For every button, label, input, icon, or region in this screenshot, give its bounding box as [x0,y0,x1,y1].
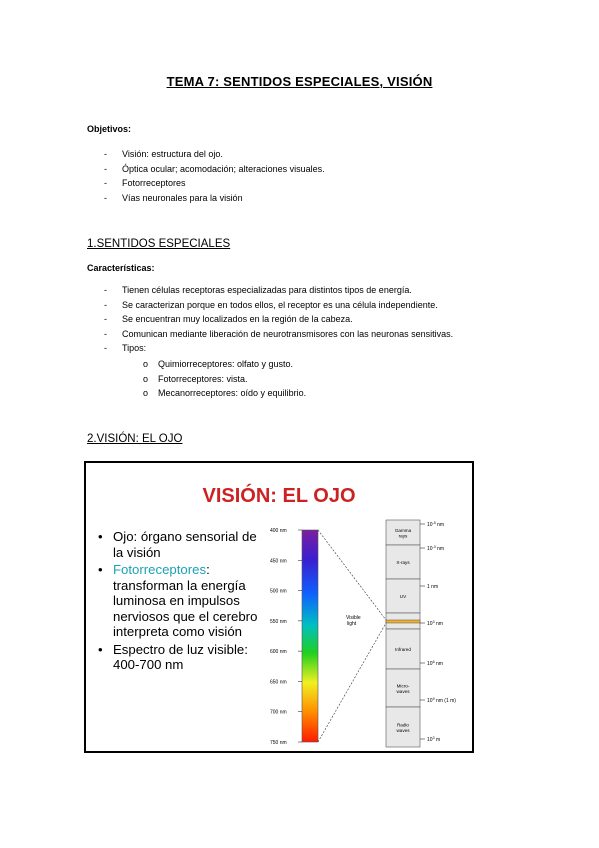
scale-label-unit: nm [429,584,439,590]
visible-light-label-line: Visible [346,615,361,621]
scale-label-base: 10 [427,698,433,704]
highlight-term: Fotorreceptores [113,562,207,577]
list-marker: - [104,163,107,174]
em-band-label: waves [396,727,410,733]
visible-light-label-line: light [347,621,357,627]
scale-label-exponent: 6 [432,660,435,664]
em-band-label: rays [398,533,408,539]
list-marker: - [104,314,107,325]
tipo-item-text: Quimiorreceptores: olfato y gusto. [158,359,294,369]
scale-label-unit: nm [435,546,445,552]
nm-label: 600 nm [270,649,287,656]
scale-label-base: 10 [427,546,433,552]
bullet-dot: • [98,529,103,544]
nm-label: 700 nm [270,709,287,716]
tipo-item-text: Mecanorreceptores: oído y equilibrio. [158,388,307,399]
figure-bullet [98,529,270,560]
vision-figure [84,461,474,753]
list-marker: o [143,373,149,384]
list-marker: - [104,285,107,295]
scale-label [427,620,443,627]
nm-label: 500 nm [270,588,287,595]
scale-label [427,521,444,528]
zoom-line-top [318,530,386,620]
caracteristica-item-text: Comunican mediante liberación de neurotransmisores con las neuronas sensitivas. [122,328,454,339]
em-band-label: Infrared [395,647,411,652]
caracteristica-item-text: Se caracterizan porque en todos ellos, el receptor es una célula independiente. [122,299,438,310]
scale-label-unit: m [434,737,441,743]
em-band-label: Micro- [396,683,410,689]
nm-label: 550 nm [270,618,287,625]
scale-label-unit: nm (1 m) [434,698,456,704]
caracteristica-item-text: Tipos: [122,343,147,354]
tipo-item-text: Fotorreceptores: vista. [158,373,248,384]
nm-label: 400 nm [270,528,287,534]
scale-label-base: 1 [427,584,430,590]
nm-label: 450 nm [270,558,287,565]
objetivo-item-text: Fotorreceptores [122,178,186,189]
list-marker: - [104,328,107,339]
caracteristicas-label: Características: [87,263,155,273]
zoom-line-bottom [318,623,386,742]
objetivos-label: Objetivos: [87,124,132,134]
page-title: TEMA 7: SENTIDOS ESPECIALES, VISIÓN [166,74,433,89]
em-band-label: UV [399,594,407,599]
bullet-dot: • [98,562,103,577]
section1-heading: 1.SENTIDOS ESPECIALES [87,238,231,250]
scale-label [427,660,443,667]
scale-label-exponent: 9 [432,697,435,701]
scale-label-unit: nm [434,661,443,667]
figure-bullet-text: Ojo: órgano sensorial de la visión [113,529,257,560]
scale-label-exponent: -3 [432,545,436,549]
nm-label: 750 nm [270,740,287,746]
visible-band-strip [386,620,420,623]
figure-bullet-text: Espectro de luz visible: 400-700 nm [113,641,248,672]
scale-label-base: 10 [427,661,433,667]
figure-bullets [98,529,270,675]
list-marker: - [104,343,107,354]
scale-label-unit: nm [435,522,445,528]
bullet-dot: • [98,641,103,657]
list-marker: - [104,299,107,310]
scale-label-base: 10 [427,737,433,743]
scale-label-exponent: 3 [432,620,435,624]
spectrum-diagram [266,515,471,751]
section2-heading: 2.VISIÓN: EL OJO [87,433,183,445]
caracteristica-item-text: Tienen células receptoras especializadas para distintos tipos de energía. [122,285,412,295]
scale-label [427,584,438,590]
list-marker: - [104,192,107,203]
objetivo-item-text: Óptica ocular; acomodación; alteraciones visuales. [122,163,325,174]
figure-bullet [98,642,270,673]
list-marker: o [143,388,149,399]
scale-label [427,545,444,552]
scale-label [427,697,456,704]
visible-spectrum-bar [302,530,318,742]
list-marker: - [104,178,107,189]
scale-label-exponent: -5 [432,521,436,525]
figure-bullet [98,562,270,640]
list-marker: - [104,149,107,159]
scale-label [427,736,440,743]
objetivo-item-text: Vías neuronales para la visión [122,192,243,203]
visible-light-label [346,615,361,627]
caracteristica-item-text: Se encuentran muy localizados en la región de la cabeza. [122,314,353,325]
scale-label-exponent: 3 [432,736,435,740]
em-band-label: Gamma [394,527,412,533]
em-band-label: Radio [396,722,410,728]
scale-label-base: 10 [427,522,433,528]
list-marker: o [143,359,149,369]
em-band-label: waves [396,688,410,694]
scale-label-base: 10 [427,621,433,627]
objetivo-item-text: Visión: estructura del ojo. [122,149,223,159]
figure-bullet-text: : transforman la energía luminosa en impulsos nerviosos que el cerebro interpreta como visión [113,562,258,639]
scale-label-unit: nm [434,621,443,627]
figure-title: VISIÓN: EL OJO [202,485,356,507]
nm-label: 650 nm [270,679,287,686]
em-band-label: X-rays [396,560,410,565]
